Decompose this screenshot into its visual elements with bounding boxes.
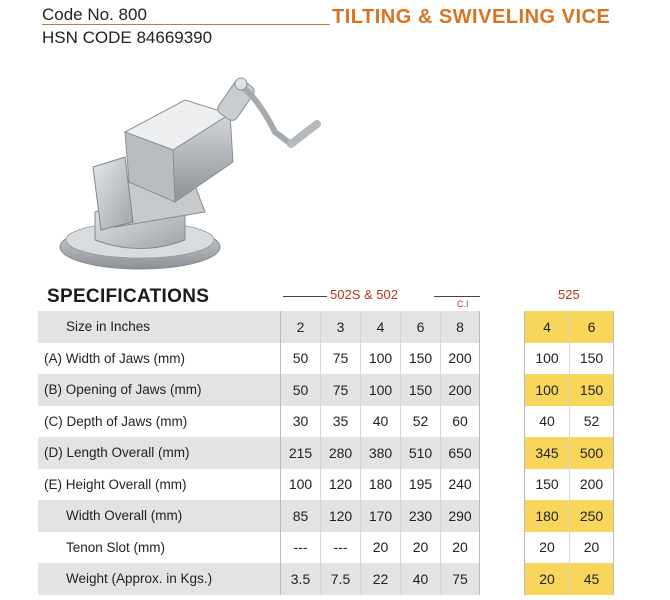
spec-value-502: 4	[360, 311, 400, 343]
spec-value-502: 7.5	[320, 563, 360, 595]
spec-value-502: 180	[360, 469, 400, 501]
hsn-code: HSN CODE 84669390	[42, 28, 213, 47]
spec-value-502: 22	[360, 563, 400, 595]
spec-value-502: 200	[440, 343, 480, 375]
spec-value-502: 100	[360, 343, 400, 375]
spec-value-525: 20	[524, 563, 569, 595]
spec-value-502: 50	[280, 343, 320, 375]
group-502-rule-right	[434, 296, 480, 297]
spec-value-525: 52	[569, 406, 614, 438]
spec-row	[38, 406, 614, 438]
spec-value-502: 20	[400, 532, 440, 564]
spec-value-525: 100	[524, 343, 569, 375]
spec-value-525: 45	[569, 563, 614, 595]
spec-value-502: 195	[400, 469, 440, 501]
vice-product-image	[55, 62, 325, 287]
group-separator	[480, 374, 524, 406]
spec-row	[38, 311, 614, 343]
spec-value-502: 120	[320, 500, 360, 532]
spec-row-label: Width Overall (mm)	[38, 500, 280, 532]
spec-value-525: 40	[524, 406, 569, 438]
spec-value-502: 240	[440, 469, 480, 501]
spec-value-502: 2	[280, 311, 320, 343]
spec-value-502: 215	[280, 437, 320, 469]
spec-value-502: ---	[320, 532, 360, 564]
spec-value-502: 170	[360, 500, 400, 532]
spec-value-525: 100	[524, 374, 569, 406]
spec-value-502: 30	[280, 406, 320, 438]
spec-value-502: 280	[320, 437, 360, 469]
group-separator	[480, 311, 524, 343]
spec-value-525: 150	[524, 469, 569, 501]
specifications-heading: SPECIFICATIONS	[47, 286, 210, 307]
spec-value-502: 100	[360, 374, 400, 406]
spec-value-502: 75	[320, 343, 360, 375]
group-separator	[480, 500, 524, 532]
specifications-table-body	[38, 311, 614, 595]
spec-row-label: Tenon Slot (mm)	[38, 532, 280, 564]
spec-row-label: (B) Opening of Jaws (mm)	[38, 374, 280, 406]
spec-value-525: 180	[524, 500, 569, 532]
group-separator	[480, 437, 524, 469]
spec-value-502: 75	[320, 374, 360, 406]
spec-value-525: 150	[569, 374, 614, 406]
spec-value-502: 6	[400, 311, 440, 343]
spec-value-502: 3	[320, 311, 360, 343]
spec-value-525: 150	[569, 343, 614, 375]
spec-value-502: 40	[400, 563, 440, 595]
spec-row-label: (E) Height Overall (mm)	[38, 469, 280, 501]
spec-row-label: (A) Width of Jaws (mm)	[38, 343, 280, 375]
spec-value-502: 50	[280, 374, 320, 406]
spec-value-525: 500	[569, 437, 614, 469]
group-separator	[480, 563, 524, 595]
spec-value-502: 75	[440, 563, 480, 595]
spec-value-502: 40	[360, 406, 400, 438]
spec-value-502: 8	[440, 311, 480, 343]
code-number: Code No. 800	[42, 5, 147, 24]
spec-value-502: 510	[400, 437, 440, 469]
spec-row	[38, 437, 614, 469]
title-underline	[42, 24, 330, 25]
spec-value-502: 60	[440, 406, 480, 438]
spec-value-502: 650	[440, 437, 480, 469]
spec-value-502: 150	[400, 343, 440, 375]
spec-value-502: 20	[360, 532, 400, 564]
spec-row-label: Weight (Approx. in Kgs.)	[38, 563, 280, 595]
spec-row-label: (C) Depth of Jaws (mm)	[38, 406, 280, 438]
spec-value-502: 200	[440, 374, 480, 406]
spec-row	[38, 343, 614, 375]
spec-value-502: 85	[280, 500, 320, 532]
product-title: TILTING & SWIVELING VICE	[332, 6, 611, 28]
spec-value-525: 200	[569, 469, 614, 501]
spec-value-502: 3.5	[280, 563, 320, 595]
group-separator	[480, 406, 524, 438]
group-separator	[480, 469, 524, 501]
group-502-rule-left	[283, 296, 327, 297]
spec-value-502: 100	[280, 469, 320, 501]
spec-value-502: 380	[360, 437, 400, 469]
spec-row-label: (D) Length Overall (mm)	[38, 437, 280, 469]
spec-row	[38, 374, 614, 406]
spec-row	[38, 500, 614, 532]
spec-value-502: 150	[400, 374, 440, 406]
spec-row	[38, 469, 614, 501]
spec-value-525: 250	[569, 500, 614, 532]
spec-value-502: 290	[440, 500, 480, 532]
spec-value-502: ---	[280, 532, 320, 564]
spec-value-502: 230	[400, 500, 440, 532]
group-separator	[480, 343, 524, 375]
spec-value-525: 20	[569, 532, 614, 564]
group-502-label: 502S & 502	[330, 287, 398, 302]
spec-value-502: 20	[440, 532, 480, 564]
spec-row	[38, 563, 614, 595]
ci-label: C.I	[457, 299, 469, 309]
spec-value-502: 52	[400, 406, 440, 438]
spec-value-525: 20	[524, 532, 569, 564]
group-separator	[480, 532, 524, 564]
group-525-label: 525	[558, 287, 580, 302]
spec-value-502: 120	[320, 469, 360, 501]
spec-value-525: 6	[569, 311, 614, 343]
spec-value-525: 4	[524, 311, 569, 343]
specifications-table	[38, 311, 614, 595]
spec-row	[38, 532, 614, 564]
spec-value-502: 35	[320, 406, 360, 438]
spec-row-label: Size in Inches	[38, 311, 280, 343]
spec-value-525: 345	[524, 437, 569, 469]
